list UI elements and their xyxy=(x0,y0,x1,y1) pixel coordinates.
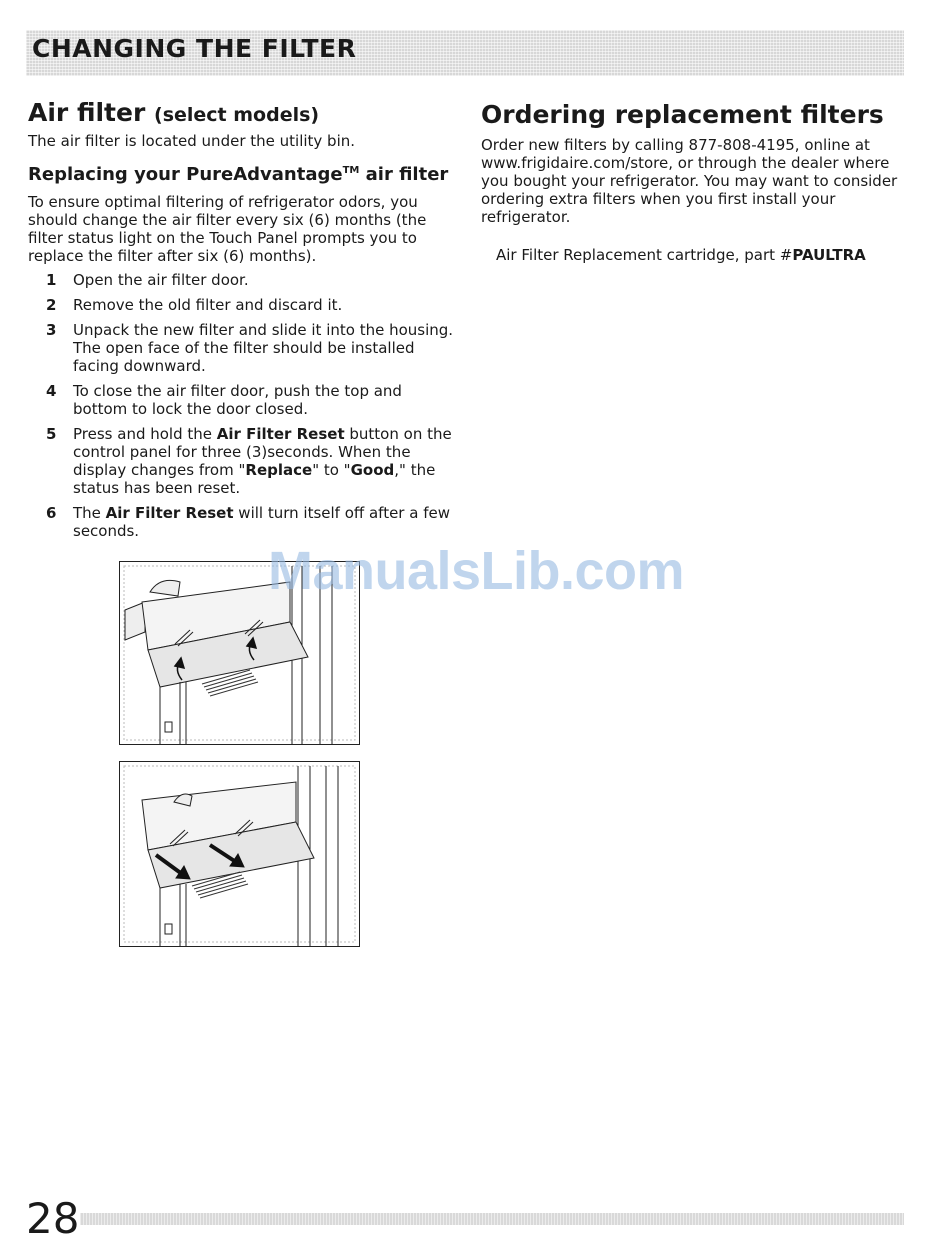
section-header-band xyxy=(26,30,904,76)
illustration-slide-filter xyxy=(119,761,360,947)
step-number: 1 xyxy=(46,271,57,289)
replacing-subheading-text: Replacing your PureAdvantage xyxy=(28,164,343,185)
section-title: CHANGING THE FILTER xyxy=(32,34,357,63)
steps-list xyxy=(28,271,458,540)
part-number-line xyxy=(496,246,911,264)
list-item xyxy=(28,296,458,314)
step-text-bold: Air Filter Reset xyxy=(105,504,234,522)
footer-band xyxy=(80,1213,904,1225)
step-number: 2 xyxy=(46,296,57,314)
part-number-prefix: Air Filter Replacement cartridge, part # xyxy=(496,246,793,264)
list-item xyxy=(28,504,458,540)
step-text xyxy=(73,425,458,497)
list-item xyxy=(28,425,458,497)
step-text: Open the air filter door. xyxy=(73,271,249,289)
step-text-part: The xyxy=(73,504,106,522)
air-filter-heading xyxy=(28,98,458,130)
list-item xyxy=(28,321,458,375)
step-text xyxy=(73,504,458,540)
refrigerator-drawing xyxy=(120,762,359,946)
step-text-part: Press and hold the xyxy=(73,425,217,443)
step-number: 4 xyxy=(46,382,57,400)
replacing-subheading-end: air filter xyxy=(359,164,449,185)
air-filter-title: Air filter xyxy=(28,98,146,127)
step-text-bold: Air Filter Reset xyxy=(216,425,345,443)
part-number: PAULTRA xyxy=(792,246,866,264)
trademark-mark: TM xyxy=(342,165,360,176)
step-text-bold: Replace xyxy=(245,461,313,479)
step-text: Unpack the new filter and slide it into the housing. The open face of the filter should be installed facing downward. xyxy=(73,321,454,375)
step-text-bold: Good xyxy=(350,461,395,479)
step-text-part: ," the status has been reset. xyxy=(73,461,436,497)
step-number: 6 xyxy=(46,504,57,522)
watermark: ManualsLib.com xyxy=(268,541,685,601)
step-text: To close the air filter door, push the top and bottom to lock the door closed. xyxy=(73,382,402,418)
replacing-body: To ensure optimal filtering of refrigerator odors, you should change the air filter every six (6) months (the filter status light on the Touch Panel prompts you to replace the filter after six (6) months). xyxy=(28,193,427,265)
page-number: 28 xyxy=(26,1194,80,1243)
air-filter-title-suffix: (select models) xyxy=(154,104,320,126)
step-text-part: " to " xyxy=(312,461,351,479)
list-item xyxy=(28,271,458,289)
ordering-body: Order new filters by calling 877-808-4195, online at www.frigidaire.com/store, or through the dealer where you bought your refrigerator. You may want to consider ordering extra filters when you first install your refrigerator. xyxy=(481,136,898,226)
step-text: Remove the old filter and discard it. xyxy=(73,296,343,314)
air-filter-intro: The air filter is located under the utility bin. xyxy=(28,132,356,150)
step-text-part: button on the control panel for three (3)seconds. When the display changes from " xyxy=(73,425,452,479)
air-filter-section xyxy=(28,98,458,547)
replacing-subheading xyxy=(28,164,458,186)
step-number: 5 xyxy=(46,425,57,443)
ordering-section xyxy=(481,100,911,264)
list-item xyxy=(28,382,458,418)
step-number: 3 xyxy=(46,321,57,339)
step-text-part: will turn itself off after a few seconds. xyxy=(73,504,450,540)
ordering-heading: Ordering replacement filters xyxy=(481,100,884,129)
